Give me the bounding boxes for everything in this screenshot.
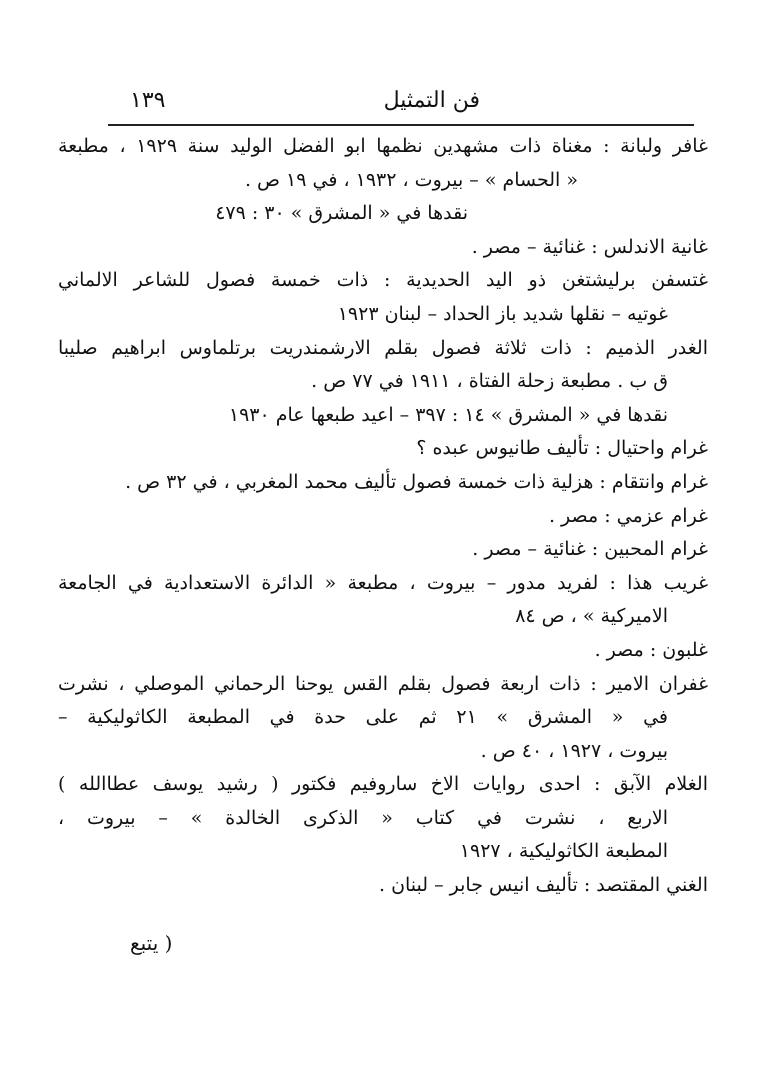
text-line: في « المشرق » ٢١ ثم على حدة في المطبعة الكاثوليكية – (58, 706, 668, 729)
text-line: الاميركية » ، ص ٨٤ (515, 605, 668, 628)
page-header (110, 86, 650, 116)
text-line: غرام المحبين : غنائية – مصر . (472, 538, 708, 561)
running-title: فن التمثيل (383, 88, 480, 113)
text-line: غفران الامير : ذات اربعة فصول بقلم القس يوحنا الرحماني الموصلي ، نشرت (58, 672, 708, 695)
text-line: غتسفن برليشتغن ذو اليد الحديدية : ذات خمسة فصول للشاعر الالماني (58, 269, 708, 292)
text-line: ق ب . مطبعة زحلة الفتاة ، ١٩١١ في ٧٧ ص . (311, 370, 668, 393)
entries-list (58, 130, 708, 903)
text-line: الغدر الذميم : ذات ثلاثة فصول بقلم الارشمندريت برتلماوس ابراهيم صليبا (58, 336, 708, 359)
text-line: بيروت ، ١٩٢٧ ، ٤٠ ص . (480, 739, 668, 762)
text-line: غافر ولبانة : مغناة ذات مشهدين نظمها ابو الفضل الوليد سنة ١٩٢٩ ، مطبعة (58, 135, 708, 157)
continued-note: ( يتبع (130, 931, 173, 955)
page-number: ١٣٩ (130, 88, 166, 113)
text-line: الاربع ، نشرت في كتاب « الذكرى الخالدة » – بيروت ، (58, 806, 668, 829)
text-line: غريب هذا : لفريد مدور – بيروت ، مطبعة « الدائرة الاستعدادية في الجامعة (58, 571, 708, 594)
text-line: غلبون : مصر . (594, 638, 708, 661)
header-rule (108, 124, 694, 126)
text-line: المطبعة الكاثوليكية ، ١٩٢٧ (459, 840, 668, 863)
text-line: الغني المقتصد : تأليف انيس جابر – لبنان . (378, 874, 708, 897)
text-line: غوتيه – نقلها شديد باز الحداد – لبنان ١٩٢٣ (337, 302, 668, 325)
text-line: الغلام الآبق : احدى روايات الاخ ساروفيم فكتور ( رشيد يوسف عطاالله ) (58, 773, 708, 796)
text-line: غرام عزمي : مصر . (548, 504, 708, 527)
text-line: نقدها في « المشرق » ٣٠ : ٤٧٩ (215, 202, 468, 225)
text-line: نقدها في « المشرق » ١٤ : ٣٩٧ – اعيد طبعها عام ١٩٣٠ (228, 403, 668, 426)
text-line: غرام وانتقام : هزلية ذات خمسة فصول تأليف محمد المغربي ، في ٣٢ ص . (125, 470, 708, 493)
text-line: غرام واحتيال : تأليف طانيوس عبده ؟ (416, 437, 708, 460)
text-line: « الحسام » – بيروت ، ١٩٣٢ ، في ١٩ ص . (244, 168, 578, 191)
text-line: غانية الاندلس : غنائية – مصر . (471, 235, 708, 258)
